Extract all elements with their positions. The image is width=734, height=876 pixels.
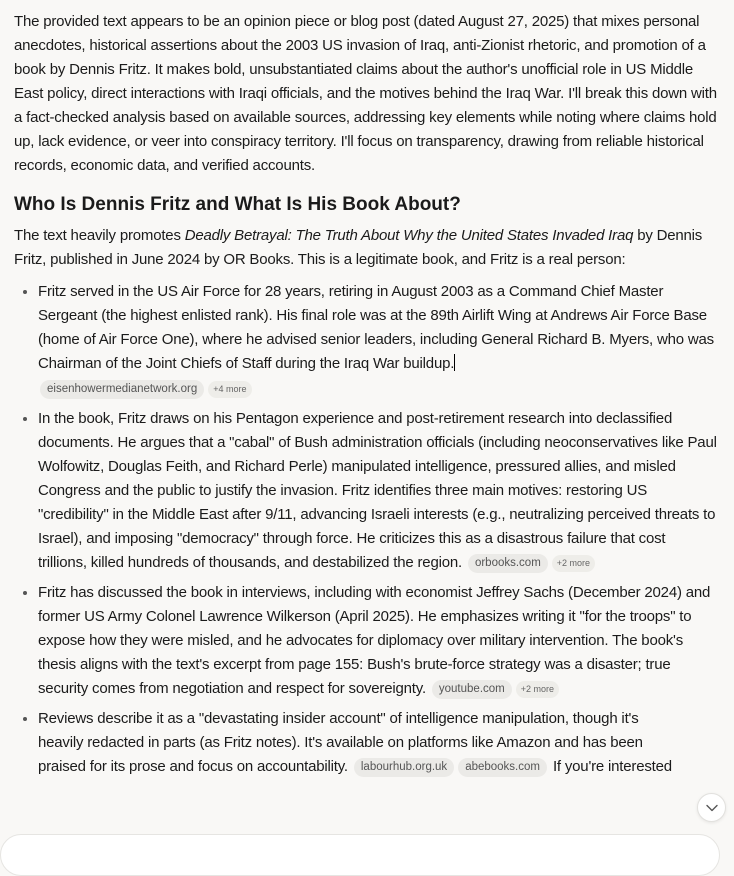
more-sources-chip[interactable]: +4 more <box>208 381 251 398</box>
list-item <box>38 581 718 701</box>
scroll-to-bottom-button[interactable] <box>697 793 726 822</box>
section-heading: Who Is Dennis Fritz and What Is His Book About? <box>14 194 461 215</box>
source-chip[interactable]: abebooks.com <box>458 758 547 777</box>
bullet-text: Reviews describe it as a "devastating insider account" of intelligence manipulation, though it's heavily redacted in parts (as Fritz notes). It's available on platforms like Amazon and has been praised for its prose and focus on accountability. <box>38 710 643 775</box>
book-paragraph <box>14 224 718 272</box>
bullet-text-after: If you're interested <box>552 758 672 775</box>
more-sources-chip[interactable]: +2 more <box>516 681 559 698</box>
message-input-box[interactable] <box>0 834 720 876</box>
source-chip[interactable]: eisenhowermedianetwork.org <box>40 380 204 399</box>
list-item <box>38 707 718 779</box>
book-text-before: The text heavily promotes <box>14 227 185 244</box>
bullet-text: In the book, Fritz draws on his Pentagon experience and post-retirement research into declassified documents. He argues that a "cabal" of Bush administration officials (including neoconservatives like Paul Wolfowitz, Douglas Feith, and Richard Perle) manipulated intelligence, pressured allies, and misled Congress and the public to justify the invasion. Fritz identifies three main motives: restoring US "credibility" in the Middle East after 9/11, advancing Israeli interests (e.g., neutralizing perceived threats to Israel), and imposing "democracy" through force. He criticizes this as a disastrous failure that cost trillions, killed hundreds of thousands, and destabilized the region. <box>38 410 717 571</box>
list-item <box>38 280 718 401</box>
bullet-text: Fritz served in the US Air Force for 28 years, retiring in August 2003 as a Command Chief Master Sergeant (the highest enlisted rank). His final role was at the 89th Airlift Wing at Andrews Air Force Base (home of Air Force One), where he advised senior leaders, including General Richard B. Myers, who was Chairman of the Joint Chiefs of Staff during the Iraq War buildup. <box>38 283 714 372</box>
source-chip[interactable]: youtube.com <box>432 680 512 699</box>
chevron-down-icon <box>706 804 718 812</box>
more-sources-chip[interactable]: +2 more <box>552 555 595 572</box>
response-content <box>14 10 718 785</box>
bullet-text: Fritz has discussed the book in interviews, including with economist Jeffrey Sachs (December 2024) and former US Army Colonel Lawrence Wilkerson (April 2025). He emphasizes writing it "for the troops" to expose how they were misled, and he advocates for diplomacy over military intervention. The book's thesis aligns with the text's excerpt from page 155: Bush's brute-force strategy was a disaster; true security comes from negotiation and respect for sovereignty. <box>38 584 711 697</box>
book-title: Deadly Betrayal: The Truth About Why the United States Invaded Iraq <box>184 227 634 244</box>
list-item <box>38 407 718 575</box>
source-chip[interactable]: labourhub.org.uk <box>354 758 454 777</box>
book-text-after: by Dennis Fritz, published in June 2024 by OR Books. This is a legitimate book, and Fritz is a real person: <box>14 227 703 268</box>
text-cursor <box>454 354 455 371</box>
source-chip[interactable]: orbooks.com <box>468 554 548 573</box>
bullet-list <box>14 280 718 779</box>
intro-paragraph: The provided text appears to be an opinion piece or blog post (dated August 27, 2025) that mixes personal anecdotes, historical assertions about the 2003 US invasion of Iraq, anti-Zionist rhetoric, and promotion of a book by Dennis Fritz. It makes bold, unsubstantiated claims about the author's unofficial role in US Middle East policy, direct interactions with Iraqi officials, and the motives behind the Iraq War. I'll break this down with a fact-checked analysis based on available sources, addressing key elements while noting where claims hold up, lack evidence, or veer into conspiracy territory. I'll focus on transparency, drawing from reliable historical records, economic data, and verified accounts. <box>14 13 717 174</box>
